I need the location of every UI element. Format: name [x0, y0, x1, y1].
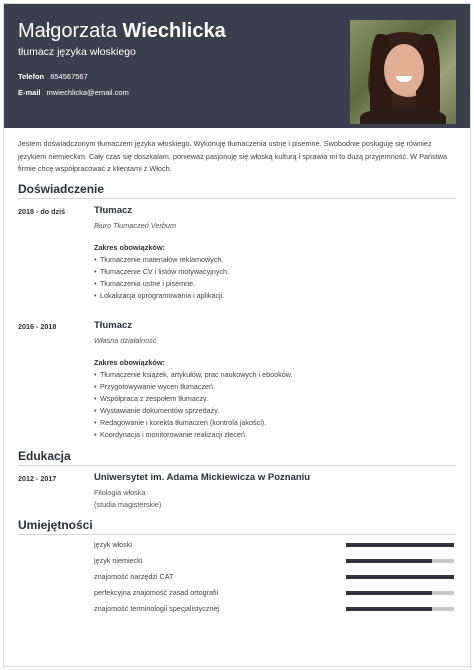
list-item: • Współpraca z zespołem tłumaczy. — [94, 393, 293, 405]
job-title: Tłumacz — [94, 320, 133, 331]
list-item: • Tłumaczenie CV i listów motywacyjnych. — [94, 266, 229, 278]
skill-label: język włoski — [94, 540, 132, 549]
responsibilities-label: Zakres obowiązków: — [94, 243, 165, 252]
list-item: • Koordynacja i monitorowanie realizacji zleceń. — [94, 429, 293, 441]
skill-label: znajomość narzędzi CAT — [94, 572, 174, 581]
list-item: • Tłumaczenie książek, artykułów, prac naukowych i ebooków. — [94, 369, 293, 381]
education-field: Filologia włoska — [94, 488, 146, 497]
skill-level-fill — [346, 591, 432, 595]
section-title-skills: Umiejętności — [18, 518, 93, 532]
skill-level-bar — [346, 543, 454, 547]
contact-phone — [18, 72, 88, 81]
first-name: Małgorzata — [18, 20, 117, 42]
email-label: E-mail — [18, 88, 41, 97]
responsibilities-label: Zakres obowiązków: — [94, 358, 165, 367]
skill-label: język niemiecki — [94, 556, 143, 565]
school-name: Uniwersytet im. Adama Mickiewicza w Poznaniu — [94, 472, 311, 483]
list-item: • Tłumaczenia ustne i pisemne. — [94, 278, 229, 290]
skill-level-bar — [346, 607, 454, 611]
section-title-experience: Doświadczenie — [18, 182, 105, 196]
job-date: 2018 - do dziś — [18, 207, 66, 216]
skill-label: znajomość terminologii specjalistycznej — [94, 604, 220, 613]
job-subtitle: tłumacz języka włoskiego — [18, 46, 136, 58]
list-item: • Redagowanie i korekta tłumaczeń (kontrola jakości). — [94, 417, 293, 429]
job-title: Tłumacz — [94, 205, 133, 216]
email-value[interactable]: mwiechlicka@email.com — [46, 88, 129, 97]
skill-level-fill — [346, 607, 432, 611]
skill-level-bar — [346, 559, 454, 563]
section-divider — [18, 465, 456, 466]
skill-level-fill — [346, 543, 454, 547]
skill-level-fill — [346, 559, 432, 563]
phone-label: Telefon — [18, 72, 45, 81]
phone-value[interactable]: 654567567 — [50, 72, 88, 81]
skill-level-bar — [346, 575, 454, 579]
profile-summary: Jestem doświadczonym tłumaczem języka włoskiego. Wykonuję tłumaczenia ustne i pisemne. Swobodnie posługuję się również językiem niemieckim. Cały czas się doszkalam, ponieważ pasjonuję się włoską kulturą i sprawia mi to dużą przyjemność. W Państwa firmie chcę współpracować z klientami z Włoch. — [18, 139, 448, 173]
section-divider — [18, 534, 456, 535]
profile-photo — [350, 20, 456, 124]
job-date: 2016 - 2018 — [18, 322, 57, 331]
list-item: • Tłumaczenie materiałów reklamowych. — [94, 254, 229, 266]
skill-level-fill — [346, 575, 454, 579]
list-item: • Lokalizacja oprogramowania i aplikacji. — [94, 290, 229, 302]
list-item: • Wystawianie dokumentów sprzedaży. — [94, 405, 293, 417]
candidate-name — [18, 19, 226, 43]
job-company: Własna działalność — [94, 336, 157, 345]
last-name: Wiechlicka — [122, 20, 226, 42]
duties-list — [94, 254, 229, 302]
skill-level-bar — [346, 591, 454, 595]
section-title-education: Edukacja — [18, 449, 71, 463]
education-degree: (studia magisterskie) — [94, 500, 162, 509]
skill-label: perfekcyjna znajomość zasad ortografii — [94, 588, 219, 597]
duties-list — [94, 369, 293, 442]
job-company: Biuro Tłumaczeń Verbum — [94, 221, 177, 230]
education-date: 2012 - 2017 — [18, 474, 57, 483]
contact-email — [18, 88, 129, 97]
list-item: • Przygotowywanie wycen tłumaczeń. — [94, 381, 293, 393]
section-divider — [18, 198, 456, 199]
resume-header — [4, 4, 470, 128]
